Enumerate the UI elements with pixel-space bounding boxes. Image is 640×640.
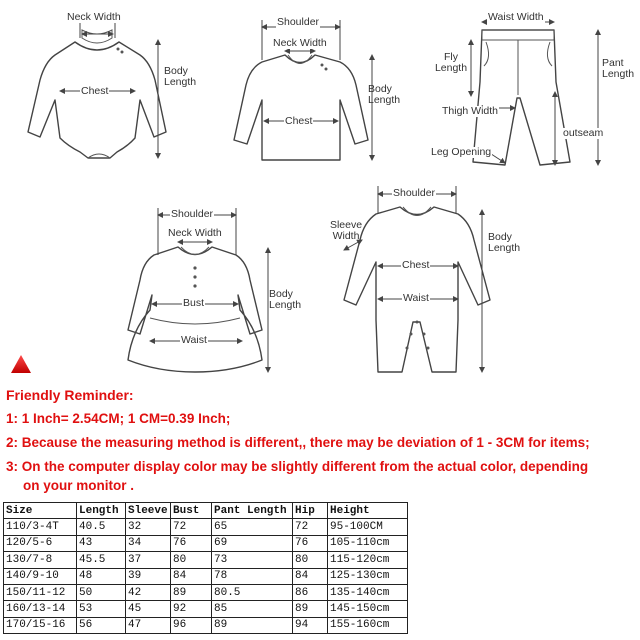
cell-size: 160/13-14 [4,601,77,617]
bodysuit-chest-label: Chest [81,85,109,97]
table-row [4,535,408,551]
size-table-header-row [4,503,408,519]
cell-bust: 84 [171,568,212,584]
pants-fly-length-label: Fly Length [434,51,468,74]
romper-shoulder-label: Shoulder [393,187,436,199]
cell-hip: 84 [293,568,328,584]
cell-pant-length: 73 [212,552,293,568]
bodysuit-body-length-label: Body Length [164,65,197,88]
cell-height: 115-120cm [328,552,408,568]
table-row [4,617,408,633]
cell-height: 155-160cm [328,617,408,633]
cell-hip: 80 [293,552,328,568]
pants-sketch [471,22,598,165]
tshirt-body-length-label: Body Length [368,83,401,106]
tshirt-neck-width-label: Neck Width [273,37,327,49]
dress-body-length-label: Body Length [269,288,302,311]
cell-length: 48 [77,568,126,584]
reminder-line-1: 1: 1 Inch= 2.54CM; 1 CM=0.39 Inch; [6,411,231,426]
cell-length: 50 [77,584,126,600]
pants-waist-width-label: Waist Width [488,11,544,23]
table-row [4,584,408,600]
header-pant-length: Pant Length [212,503,293,519]
cell-sleeve: 42 [126,584,171,600]
cell-pant-length: 78 [212,568,293,584]
cell-bust: 96 [171,617,212,633]
reminder-line-2: 2: Because the measuring method is different,, there may be deviation of 1 - 3CM for items; [6,435,590,450]
cell-height: 135-140cm [328,584,408,600]
size-chart-table [3,502,408,634]
pants-outseam-label: outseam [563,127,604,139]
pants-thigh-width-label: Thigh Width [442,105,499,117]
cell-sleeve: 39 [126,568,171,584]
cell-size: 140/9-10 [4,568,77,584]
cell-size: 150/11-12 [4,584,77,600]
cell-bust: 92 [171,601,212,617]
romper-chest-label: Chest [402,259,430,271]
romper-sketch [344,186,490,372]
cell-bust: 89 [171,584,212,600]
cell-length: 45.5 [77,552,126,568]
cell-hip: 94 [293,617,328,633]
reminder-title: Friendly Reminder: [6,387,134,403]
table-row [4,552,408,568]
reminder-line-3: 3: On the computer display color may be slightly different from the actual color, depending [6,459,589,474]
cell-sleeve: 34 [126,535,171,551]
table-row [4,519,408,535]
romper-waist-label: Waist [403,292,429,304]
dress-shoulder-label: Shoulder [171,208,214,220]
cell-pant-length: 80.5 [212,584,293,600]
header-size: Size [4,503,77,519]
cell-height: 145-150cm [328,601,408,617]
cell-bust: 72 [171,519,212,535]
dress-bust-label: Bust [183,297,205,309]
pants-leg-opening-label: Leg Opening [431,146,492,158]
cell-length: 40.5 [77,519,126,535]
cell-length: 53 [77,601,126,617]
pants-pant-length-label: Pant Length [602,57,635,80]
header-bust: Bust [171,503,212,519]
cell-size: 110/3-4T [4,519,77,535]
cell-pant-length: 89 [212,617,293,633]
table-row [4,568,408,584]
cell-hip: 76 [293,535,328,551]
table-row [4,601,408,617]
cell-length: 43 [77,535,126,551]
dress-neck-width-label: Neck Width [168,227,222,239]
header-length: Length [77,503,126,519]
cell-size: 120/5-6 [4,535,77,551]
size-table-body [4,519,408,634]
cell-sleeve: 32 [126,519,171,535]
header-height: Height [328,503,408,519]
cell-height: 105-110cm [328,535,408,551]
cell-height: 95-100CM [328,519,408,535]
dress-waist-label: Waist [181,334,207,346]
tshirt-chest-label: Chest [285,115,313,127]
cell-bust: 76 [171,535,212,551]
bodysuit-neck-width-label: Neck Width [67,11,121,23]
header-sleeve: Sleeve [126,503,171,519]
cell-hip: 86 [293,584,328,600]
romper-body-length-label: Body Length [488,231,521,254]
tshirt-shoulder-label: Shoulder [277,16,320,28]
romper-sleeve-width-label: Sleeve Width [329,219,363,242]
cell-length: 56 [77,617,126,633]
cell-height: 125-130cm [328,568,408,584]
warning-triangle-icon [10,354,32,374]
cell-size: 130/7-8 [4,552,77,568]
cell-sleeve: 47 [126,617,171,633]
header-hip: Hip [293,503,328,519]
cell-sleeve: 37 [126,552,171,568]
cell-pant-length: 69 [212,535,293,551]
cell-sleeve: 45 [126,601,171,617]
cell-bust: 80 [171,552,212,568]
reminder-line-3-continued: on your monitor . [23,478,134,493]
cell-hip: 89 [293,601,328,617]
cell-hip: 72 [293,519,328,535]
cell-pant-length: 85 [212,601,293,617]
cell-pant-length: 65 [212,519,293,535]
cell-size: 170/15-16 [4,617,77,633]
